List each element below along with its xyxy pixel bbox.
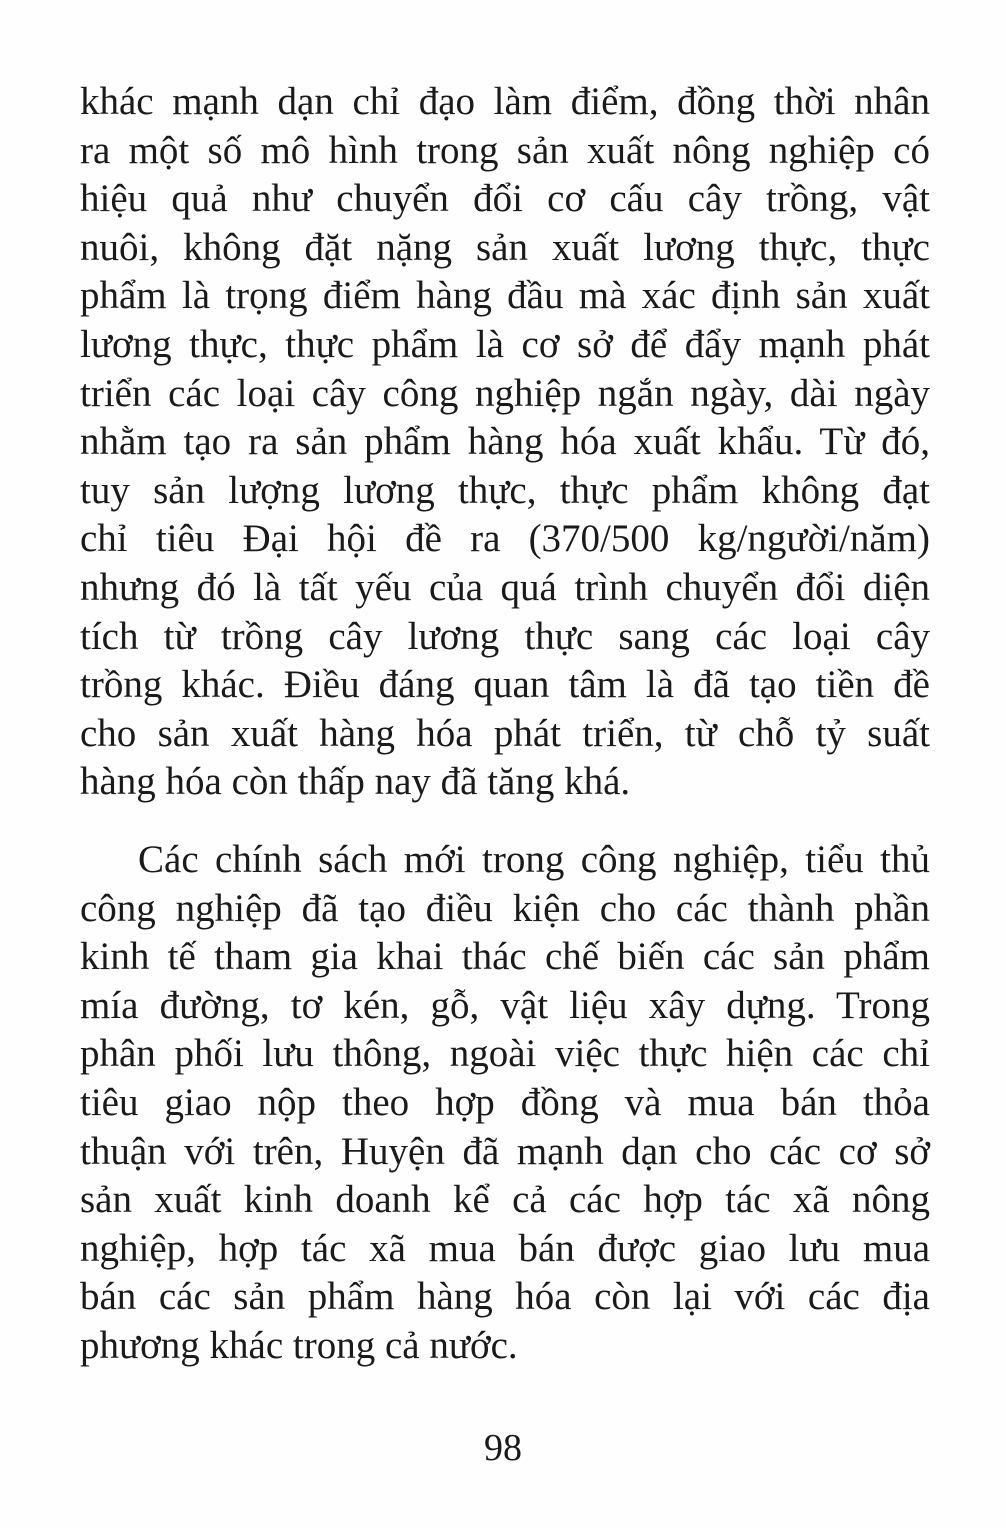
page-number: 98	[484, 1427, 522, 1469]
text-line: bán các sản phẩm hàng hóa còn lại với các địa	[80, 1275, 930, 1319]
text-line: thuận với trên, Huyện đã mạnh dạn cho các cơ sở	[80, 1129, 930, 1173]
text-line: tuy sản lượng lương thực, thực phẩm không đạt	[80, 468, 930, 512]
text-line: tiêu giao nộp theo hợp đồng và mua bán thỏa	[80, 1080, 930, 1124]
text-line: phương khác trong cả nước.	[80, 1323, 518, 1367]
text-line: mía đường, tơ kén, gỗ, vật liệu xây dựng. Trong	[80, 983, 930, 1027]
text-line: tích từ trồng cây lương thực sang các loại cây	[80, 614, 930, 658]
text-line: Các chính sách mới trong công nghiệp, tiểu thủ	[138, 838, 930, 881]
text-line: nhưng đó là tất yếu của quá trình chuyển đổi diện	[80, 565, 930, 609]
text-line: trồng khác. Điều đáng quan tâm là đã tạo tiền đề	[80, 663, 930, 707]
text-line: chỉ tiêu Đại hội đề ra (370/500 kg/người/năm)	[80, 517, 930, 561]
text-line: hàng hóa còn thấp nay đã tăng khá.	[80, 760, 631, 804]
text-line: nhằm tạo ra sản phẩm hàng hóa xuất khẩu. Từ đó,	[80, 420, 930, 464]
text-line: công nghiệp đã tạo điều kiện cho các thành phần	[80, 886, 930, 930]
text-line: sản xuất kinh doanh kể cả các hợp tác xã nông	[80, 1178, 930, 1222]
text-line: nghiệp, hợp tác xã mua bán được giao lưu mua	[80, 1226, 930, 1270]
text-line: hiệu quả như chuyển đổi cơ cấu cây trồng, vật	[80, 177, 930, 221]
paragraph-2	[80, 836, 930, 1371]
paragraph-1	[80, 78, 930, 807]
text-line: ra một số mô hình trong sản xuất nông nghiệp có	[80, 128, 930, 172]
text-line: phân phối lưu thông, ngoài việc thực hiện các chỉ	[80, 1032, 930, 1076]
text-line: lương thực, thực phẩm là cơ sở để đẩy mạnh phát	[80, 322, 930, 366]
text-line: kinh tế tham gia khai thác chế biến các sản phẩm	[80, 935, 930, 979]
text-line: nuôi, không đặt nặng sản xuất lương thực, thực	[80, 225, 930, 269]
text-line: phẩm là trọng điểm hàng đầu mà xác định sản xuất	[80, 274, 930, 318]
text-line: triển các loại cây công nghiệp ngắn ngày, dài ngày	[80, 371, 930, 415]
text-line: cho sản xuất hàng hóa phát triển, từ chỗ tỷ suất	[80, 711, 930, 755]
text-line: khác mạnh dạn chỉ đạo làm điểm, đồng thời nhân	[80, 80, 930, 123]
